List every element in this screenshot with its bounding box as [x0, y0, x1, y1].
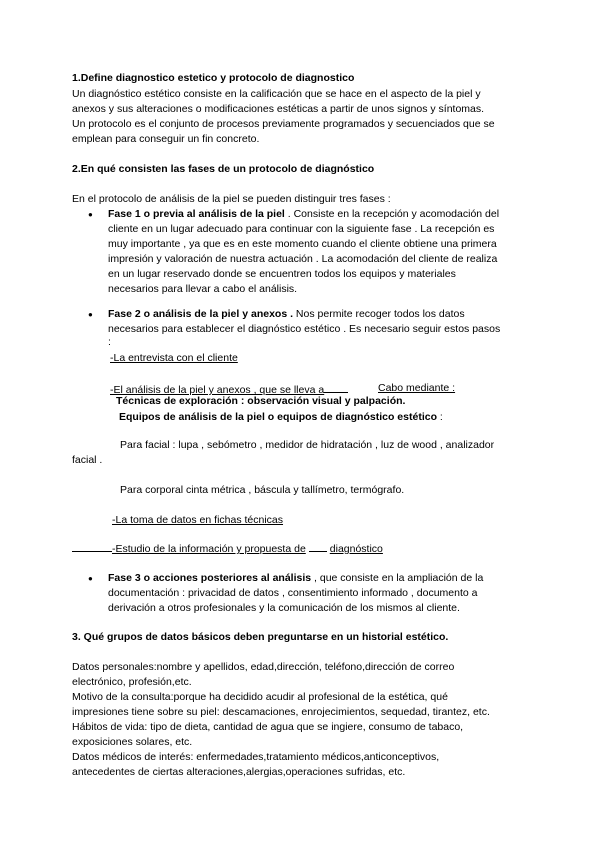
underline-gap	[324, 381, 348, 393]
equipos-rest: :	[436, 411, 443, 423]
tecnicas-exploracion: Técnicas de exploración : observación visual y palpación.	[116, 395, 406, 407]
bullet-icon: ●	[88, 310, 93, 319]
fase-2-line: :	[108, 336, 111, 348]
facial-equipment: Para facial : lupa , sebómetro , medidor de hidratación , luz de wood , analizador	[120, 439, 495, 451]
section-1-heading: 1.Define diagnostico estetico y protocolo de diagnostico	[72, 72, 355, 84]
underline-gap	[72, 540, 112, 552]
section-3-line: electrónico, profesión,etc.	[72, 676, 192, 688]
fase-2-step-analisis-a: -El análisis de la piel y anexos , que se lleva a	[110, 384, 325, 396]
section-2-intro: En el protocolo de análisis de la piel se pueden distinguir tres fases :	[72, 193, 391, 205]
equipos-analisis	[119, 410, 443, 426]
facial-equipment-cont: facial .	[72, 454, 103, 466]
fase-1-line: impresión y valoración de nuestra actuación . La acomodación del cliente de realiza	[108, 253, 498, 265]
section-1-line: Un protocolo es el conjunto de procesos previamente programados y secuenciados que se	[72, 118, 495, 130]
equipos-title: Equipos de análisis de la piel o equipos de diagnóstico estético	[119, 411, 437, 423]
fase-2-step-estudio	[72, 540, 383, 558]
section-3-line: Datos médicos de interés: enfermedades,tratamiento médicos,anticonceptivos,	[72, 751, 440, 763]
section-1-line: anexos y sus alteraciones o modificaciones estéticas a partir de unos signos y síntomas.	[72, 103, 485, 115]
section-3-line: antecedentes de ciertas alteraciones,alergias,operaciones sufridas, etc.	[72, 766, 406, 778]
fase-2-step-entrevista: -La entrevista con el cliente	[110, 352, 238, 364]
fase-2-first-line	[108, 307, 465, 323]
bullet-icon: ●	[88, 574, 93, 583]
fase-3-first-line	[108, 571, 483, 587]
section-2-heading: 2.En qué consisten las fases de un protocolo de diagnóstico	[72, 163, 375, 175]
section-3-line: Motivo de la consulta:porque ha decidido acudir al profesional de la estética, qué	[72, 691, 448, 703]
fase-1-title: Fase 1 o previa al análisis de la piel	[108, 208, 285, 220]
fase-2-title: Fase 2 o análisis de la piel y anexos .	[108, 308, 294, 320]
section-3-line: Datos personales:nombre y apellidos, edad,dirección, teléfono,dirección de correo	[72, 661, 455, 673]
fase-1-line: en un lugar reservado donde se encuentren todos los equipos y materiales	[108, 268, 456, 280]
section-3-line: exposiciones solares, etc.	[72, 736, 193, 748]
fase-3-line: documentación : privacidad de datos , consentimiento informado , documento a	[108, 587, 478, 599]
fase-3-first-text: , que consiste en la ampliación de la	[311, 572, 484, 584]
fase-1-first-line	[108, 207, 499, 223]
fase-1-line: muy importante , ya que es en este momento cuando el cliente obtiene una primera	[108, 238, 497, 250]
bullet-icon: ●	[88, 210, 93, 219]
underline-gap	[309, 540, 327, 552]
fase-2-line: necesarios para establecer el diagnóstico estético . Es necesario seguir estos pasos	[108, 323, 501, 335]
fase-3-line: derivación a otros profesionales y la comunicación de los mismos al cliente.	[108, 602, 460, 614]
fase-2-first-text: Nos permite recoger todos los datos	[293, 308, 465, 320]
section-1-line: Un diagnóstico estético consiste en la calificación que se hace en el aspecto de la piel y	[72, 88, 481, 100]
fase-2-step-analisis-b: Cabo mediante :	[378, 382, 456, 394]
corporal-equipment: Para corporal cinta métrica , báscula y tallímetro, termógrafo.	[120, 484, 405, 496]
fase-1-line: necesarios para llevar a cabo el análisis.	[108, 283, 298, 295]
section-1-line: emplean para conseguir un fin concreto.	[72, 133, 260, 145]
fase-1-line: cliente en un lugar adecuado para continuar con la siguiente fase . La recepción es	[108, 223, 495, 235]
fase-3-title: Fase 3 o acciones posteriores al análisis	[108, 572, 312, 584]
fase-1-first-text: . Consiste en la recepción y acomodación del	[284, 208, 500, 220]
fase-2-step-estudio-b: diagnóstico	[329, 543, 383, 555]
fase-2-step-estudio-a: -Estudio de la información y propuesta de	[112, 543, 306, 555]
section-3-heading: 3. Qué grupos de datos básicos deben preguntarse en un historial estético.	[72, 631, 449, 643]
section-3-line: Hábitos de vida: tipo de dieta, cantidad de agua que se ingiere, consumo de tabaco,	[72, 721, 464, 733]
fase-2-step-toma-datos: -La toma de datos en fichas técnicas	[112, 514, 284, 526]
section-3-line: impresiones tiene sobre su piel: descamaciones, enrojecimientos, sequedad, tirantez, etc.	[72, 706, 490, 718]
